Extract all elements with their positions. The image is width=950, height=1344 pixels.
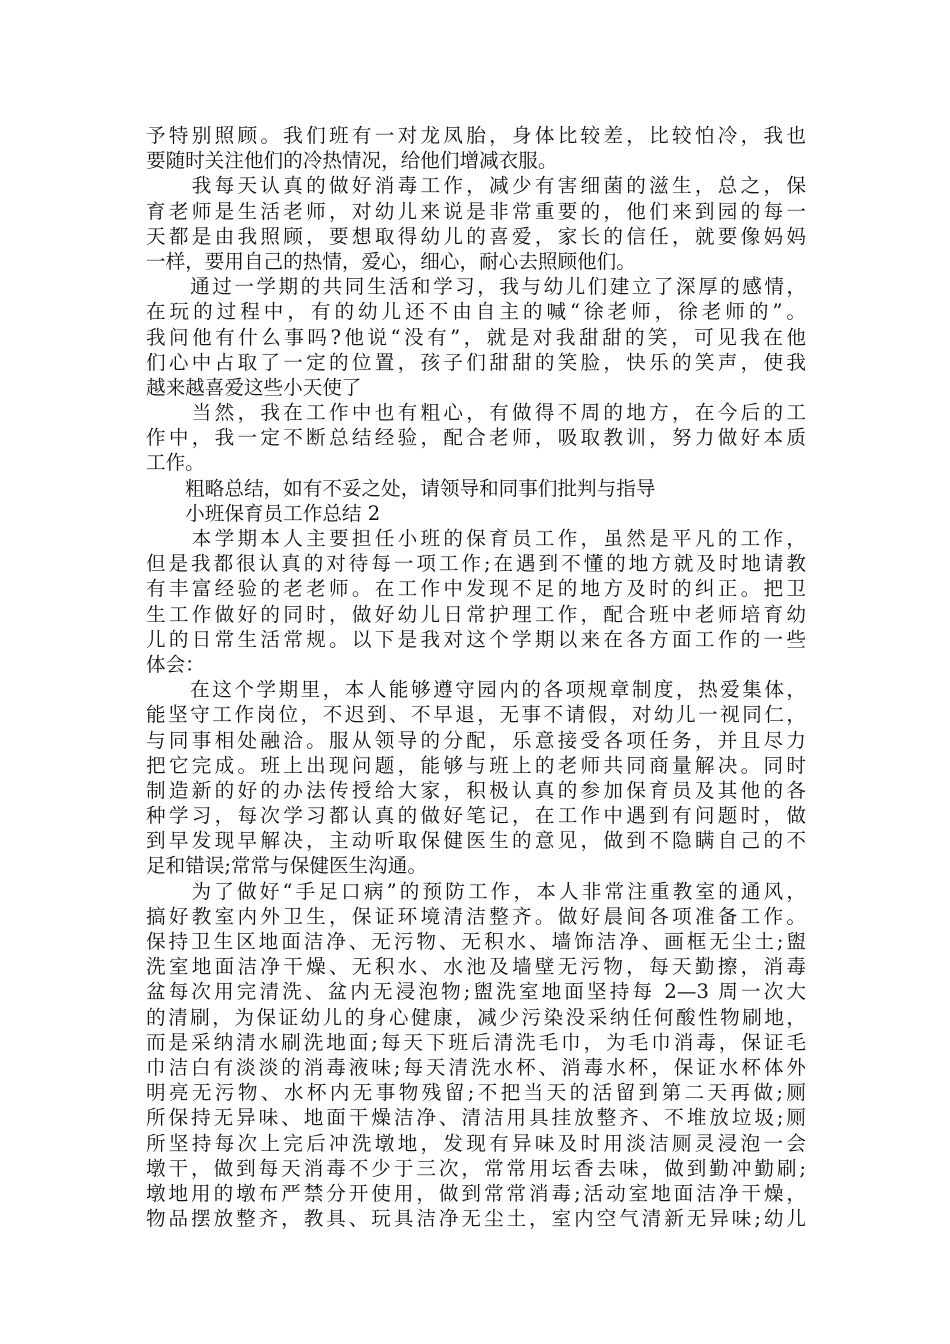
- text-line: 育老师是生活老师，对幼儿来说是非常重要的，他们来到园的每一: [146, 199, 806, 223]
- text-line: 能坚守工作岗位，不迟到、不早退，无事不请假，对幼儿一视同仁，: [146, 703, 806, 727]
- text-line: 当然，我在工作中也有粗心，有做得不周的地方，在今后的工: [146, 401, 806, 425]
- text-line: 保持卫生区地面洁净、无污物、无积水、墙饰洁净、画框无尘土;盥: [146, 930, 806, 953]
- text-line: 明亮无污物、水杯内无事物残留;不把当天的活留到第二天再做;厕: [146, 1081, 806, 1105]
- text-line: 们心中占取了一定的位置，孩子们甜甜的笑脸，快乐的笑声，使我: [146, 350, 806, 374]
- text-line: 生工作做好的同时，做好幼儿日常护理工作，配合班中老师培育幼: [146, 602, 806, 626]
- text-line: 予特别照顾。我们班有一对龙凤胎，身体比较差，比较怕冷，我也: [146, 124, 806, 147]
- document-body: [146, 123, 806, 1231]
- text-line: 而是采纳清水刷洗地面;每天下班后清洗毛巾，为毛巾消毒，保证毛: [146, 1030, 806, 1054]
- text-line: 种学习，每次学习都认真的做好笔记，在工作中遇到有问题时，做: [146, 804, 806, 828]
- text-line: 为了做好“手足口病”的预防工作，本人非常注重教室的通风，: [146, 879, 806, 903]
- text-line: 在玩的过程中，有的幼儿还不由自主的喊“徐老师，徐老师的”。: [146, 300, 806, 324]
- text-line: 粗略总结，如有不妥之处，请领导和同事们批判与指导: [146, 476, 656, 500]
- text-line: 与同事相处融洽。服从领导的分配，乐意接受各项任务，并且尽力: [146, 728, 806, 752]
- text-line: 越来越喜爱这些小天使了: [146, 375, 362, 399]
- text-line: 一样，要用自己的热情，爱心，细心，耐心去照顾他们。: [146, 249, 636, 273]
- text-line: 所坚持每次上完后冲洗墩地，发现有异味及时用淡洁厕灵浸泡一会: [146, 1131, 806, 1155]
- text-line: 体会：: [146, 652, 205, 676]
- text-line: 天都是由我照顾，要想取得幼儿的喜爱，家长的信任，就要像妈妈: [146, 224, 806, 248]
- text-line: 在这个学期里，本人能够遵守园内的各项规章制度，热爱集体，: [146, 678, 806, 702]
- text-line: 通过一学期的共同生活和学习，我与幼儿们建立了深厚的感情，: [146, 275, 806, 299]
- text-line: 作中，我一定不断总结经验，配合老师，吸取教训，努力做好本质: [146, 426, 806, 450]
- text-line: 我问他有什么事吗?他说“没有”，就是对我甜甜的笑，可见我在他: [146, 325, 806, 349]
- text-line: 制造新的好的办法传授给大家，积极认真的参加保育员及其他的各: [146, 778, 806, 802]
- text-line: 墩干，做到每天消毒不少于三次，常常用坛香去味，做到勤冲勤刷;: [146, 1156, 806, 1180]
- text-line: 工作。: [146, 451, 205, 475]
- text-line: 巾洁白有淡淡的消毒液味;每天清洗水杯、消毒水杯，保证水杯体外: [146, 1055, 806, 1079]
- text-line: 物品摆放整齐，教具、玩具洁净无尘土，室内空气清新无异味;幼儿: [146, 1207, 806, 1231]
- text-line: 到早发现早解决，主动听取保健医生的意见，做到不隐瞒自己的不: [146, 829, 806, 853]
- text-line: 有丰富经验的老老师。在工作中发现不足的地方及时的纠正。把卫: [146, 577, 806, 601]
- text-line: 要随时关注他们的冷热情况，给他们增减衣服。: [146, 149, 558, 173]
- text-line: 但是我都很认真的对待每一项工作;在遇到不懂的地方就及时地请教: [146, 552, 806, 576]
- section-heading: 小班保育员工作总结 2: [146, 501, 381, 525]
- text-line: 墩地用的墩布严禁分开使用，做到常常消毒;活动室地面洁净干燥，: [146, 1181, 806, 1205]
- text-line: 足和错误;常常与保健医生沟通。: [146, 854, 427, 878]
- text-line: 所保持无异味、地面干燥洁净、清洁用具挂放整齐、不堆放垃圾;厕: [146, 1106, 806, 1130]
- text-line: 洗室地面洁净干燥、无积水、水池及墙壁无污物，每天勤擦，消毒: [146, 955, 806, 979]
- text-line: 我每天认真的做好消毒工作，减少有害细菌的滋生，总之，保: [146, 174, 806, 198]
- text-line: 搞好教室内外卫生，保证环境清洁整齐。做好晨间各项准备工作。: [146, 904, 806, 928]
- text-line: 把它完成。班上出现问题，能够与班上的老师共同商量解决。同时: [146, 753, 806, 777]
- text-line: 盆每次用完清洗、盆内无浸泡物;盥洗室地面坚持每 2—3 周一次大: [146, 980, 806, 1004]
- text-line: 本学期本人主要担任小班的保育员工作，虽然是平凡的工作，: [146, 527, 806, 550]
- text-line: 儿的日常生活常规。以下是我对这个学期以来在各方面工作的一些: [146, 627, 806, 651]
- text-line: 的清刷，为保证幼儿的身心健康，减少污染没采纳任何酸性物刷地，: [146, 1005, 806, 1029]
